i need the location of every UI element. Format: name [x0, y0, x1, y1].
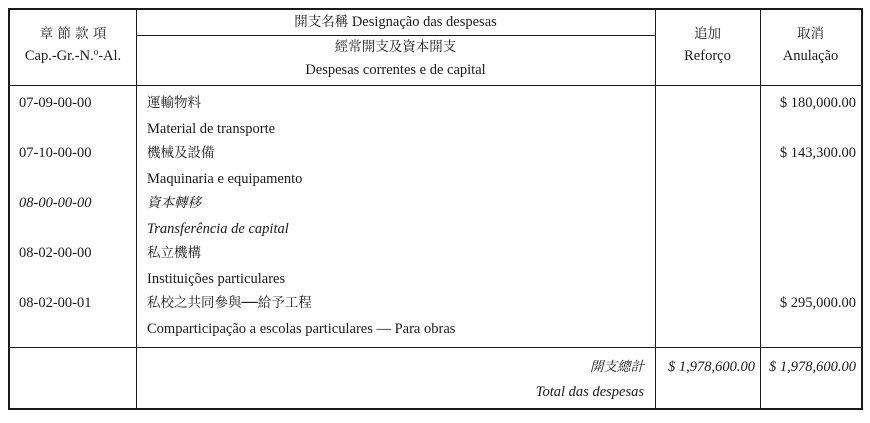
row-desc-pt: Instituições particulares: [147, 271, 286, 287]
row-code: 07-09-00-00: [19, 95, 92, 111]
row-desc-pt: Maquinaria e equipamento: [147, 171, 303, 187]
header-sub-divider: [136, 35, 655, 36]
total-label-zh: 開支總計: [590, 359, 644, 375]
row-desc-zh: 運輸物料: [147, 95, 201, 111]
row-code: 07-10-00-00: [19, 145, 92, 161]
header-sub-pt: Despesas correntes e de capital: [305, 62, 486, 78]
row-code: 08-00-00-00: [19, 195, 92, 211]
col-divider-2: [655, 10, 656, 408]
row-desc-zh: 資本轉移: [147, 195, 201, 211]
header-anulacao-pt: Anulação: [782, 48, 839, 64]
row-desc-zh: 機械及設備: [147, 145, 215, 161]
col-divider-3: [760, 10, 761, 408]
row-anulacao: $ 295,000.00: [779, 295, 856, 311]
row-anulacao: $ 143,300.00: [779, 145, 856, 161]
row-code: 08-02-00-01: [19, 295, 92, 311]
row-desc-zh: 私立機構: [147, 245, 201, 261]
total-divider: [10, 347, 861, 348]
header-bottom-divider: [10, 85, 861, 86]
header-desig-zh: 開支名稱: [294, 14, 349, 30]
header-anulacao-zh: 取消: [797, 26, 824, 42]
row-desc-pt: Transferência de capital: [147, 221, 289, 237]
total-reforco: $ 1,978,600.00: [668, 359, 755, 375]
header-designation: [136, 13, 655, 31]
header-sub-zh: 經常開支及資本開支: [334, 39, 457, 55]
row-code: 08-02-00-00: [19, 245, 92, 261]
budget-table: [8, 8, 863, 410]
total-label-pt: Total das despesas: [535, 384, 644, 400]
header-desig-pt: Designação das despesas: [351, 14, 497, 30]
header-reforco-pt: Reforço: [684, 48, 731, 64]
row-anulacao: $ 180,000.00: [779, 95, 856, 111]
header-reforco-zh: 追加: [694, 26, 721, 42]
row-desc-zh: 私校之共同參與──給予工程: [147, 295, 312, 311]
total-anulacao: $ 1,978,600.00: [769, 359, 856, 375]
header-cap-pt: Cap.-Gr.-N.º-Al.: [24, 48, 122, 64]
header-cap-zh: 章 節 款 項: [39, 26, 107, 42]
row-desc-pt: Material de transporte: [147, 121, 276, 137]
row-desc-pt: Comparticipação a escolas particulares — Para obras: [147, 321, 456, 337]
